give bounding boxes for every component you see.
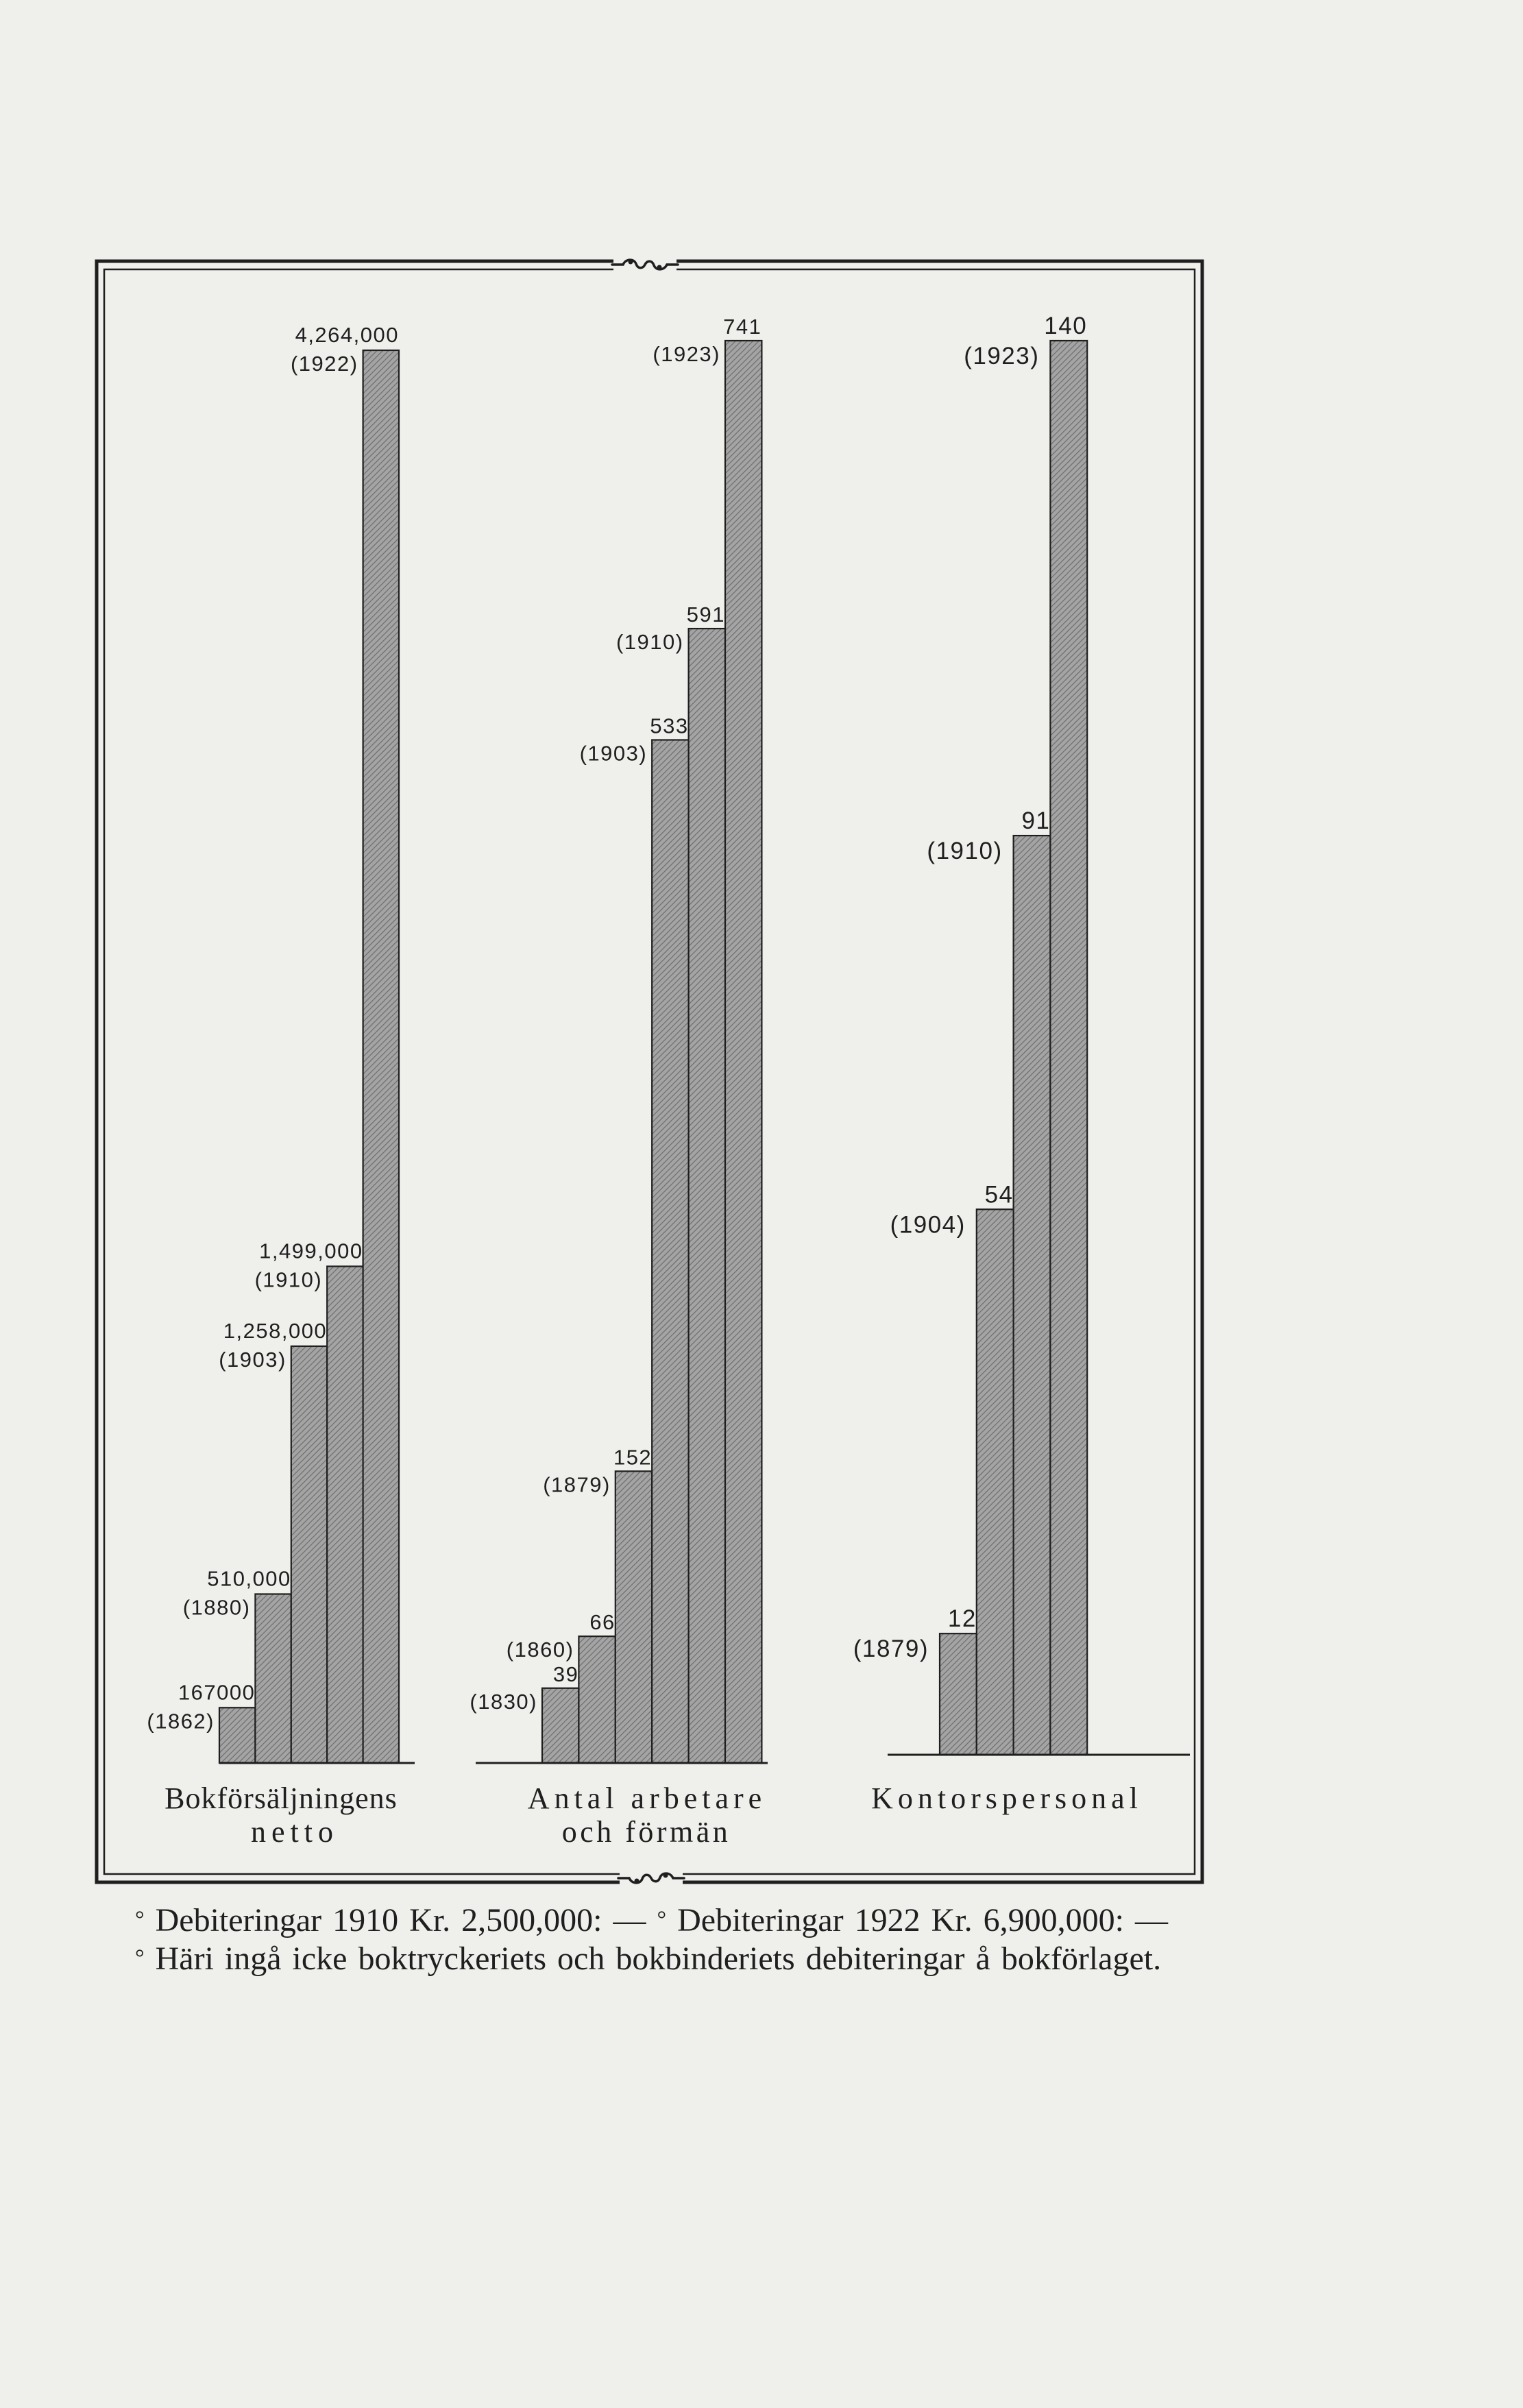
bar-value-label: 4,264,000 xyxy=(295,323,399,347)
bar xyxy=(1050,341,1087,1755)
bar xyxy=(291,1346,327,1763)
bar xyxy=(255,1594,291,1763)
bar-year-label: (1910) xyxy=(616,630,684,655)
bar-value-label: 39 xyxy=(552,1662,579,1686)
chart-2-caption-line-1: Antal arbetare xyxy=(527,1781,767,1815)
bar-year-label: (1879) xyxy=(853,1635,929,1663)
bar-group-2 xyxy=(470,315,768,1763)
bar-year-label: (1879) xyxy=(543,1472,611,1497)
bar xyxy=(977,1209,1014,1755)
frame-ornament-bottom xyxy=(618,1871,684,1885)
bar-value-label: 12 xyxy=(947,1605,977,1633)
bar-group-1 xyxy=(147,323,415,1763)
bar xyxy=(578,1636,615,1763)
bar-year-label: (1903) xyxy=(579,741,648,766)
bar-group-3 xyxy=(853,313,1190,1755)
bar-value-label: 54 xyxy=(984,1181,1014,1208)
bar-value-label: 152 xyxy=(613,1445,653,1470)
footnote-marker: ° xyxy=(135,1945,145,1971)
bar xyxy=(363,350,399,1763)
bar-year-label: (1923) xyxy=(964,343,1040,369)
bar-value-label: 167000 xyxy=(178,1680,256,1705)
bar-year-label: (1903) xyxy=(219,1347,287,1372)
bar xyxy=(652,740,688,1763)
bar-value-label: 741 xyxy=(723,315,762,339)
bar xyxy=(1014,836,1051,1755)
bar-year-label: (1923) xyxy=(653,342,720,366)
bar-value-label: 1,258,000 xyxy=(223,1318,328,1343)
chart-1-caption-line-1: Bokförsäljningens xyxy=(165,1781,398,1815)
footnote-line-2 xyxy=(135,1943,1161,1979)
footnote-marker: ° xyxy=(657,1907,667,1932)
chart-1-caption-line-2: netto xyxy=(251,1815,339,1849)
bar-year-label: (1922) xyxy=(290,352,358,376)
bar-value-label: 510,000 xyxy=(207,1566,291,1591)
footnote-text: Debiteringar 1922 Kr. 6,900,000: — xyxy=(677,1902,1168,1938)
bar-value-label: 91 xyxy=(1021,807,1051,835)
bar-chart-plot xyxy=(147,313,1190,1763)
bar xyxy=(725,341,762,1763)
bar-value-label: 140 xyxy=(1044,313,1088,339)
bar-value-label: 1,499,000 xyxy=(259,1239,363,1263)
chart-3-caption-line-1: Kontorspersonal xyxy=(871,1781,1143,1815)
bar-year-label: (1860) xyxy=(506,1638,574,1662)
bar xyxy=(542,1688,578,1763)
bar-year-label: (1910) xyxy=(254,1267,323,1292)
bar-year-label: (1910) xyxy=(927,838,1003,865)
bar xyxy=(327,1266,363,1763)
bar xyxy=(689,629,725,1763)
footnote-marker: ° xyxy=(135,1907,145,1932)
bar xyxy=(616,1471,652,1763)
bar-year-label: (1830) xyxy=(470,1689,537,1714)
bar-value-label: 66 xyxy=(589,1610,616,1635)
bar xyxy=(940,1633,977,1755)
bar-value-label: 591 xyxy=(686,603,725,627)
bar-value-label: 533 xyxy=(650,714,689,738)
frame-ornament-top xyxy=(612,257,678,271)
bar-year-label: (1904) xyxy=(890,1211,966,1239)
bar xyxy=(219,1707,255,1763)
footnote-text: Debiteringar 1910 Kr. 2,500,000: — xyxy=(155,1902,646,1938)
footnote-text: Häri ingå icke boktryckeriets och bokbinderiets debiteringar å bokförlaget. xyxy=(155,1941,1162,1977)
footnote-line-1 xyxy=(135,1904,1168,1941)
bar-year-label: (1862) xyxy=(147,1709,215,1734)
bar-year-label: (1880) xyxy=(182,1595,251,1620)
chart-2-caption-line-2: och förmän xyxy=(561,1815,731,1849)
